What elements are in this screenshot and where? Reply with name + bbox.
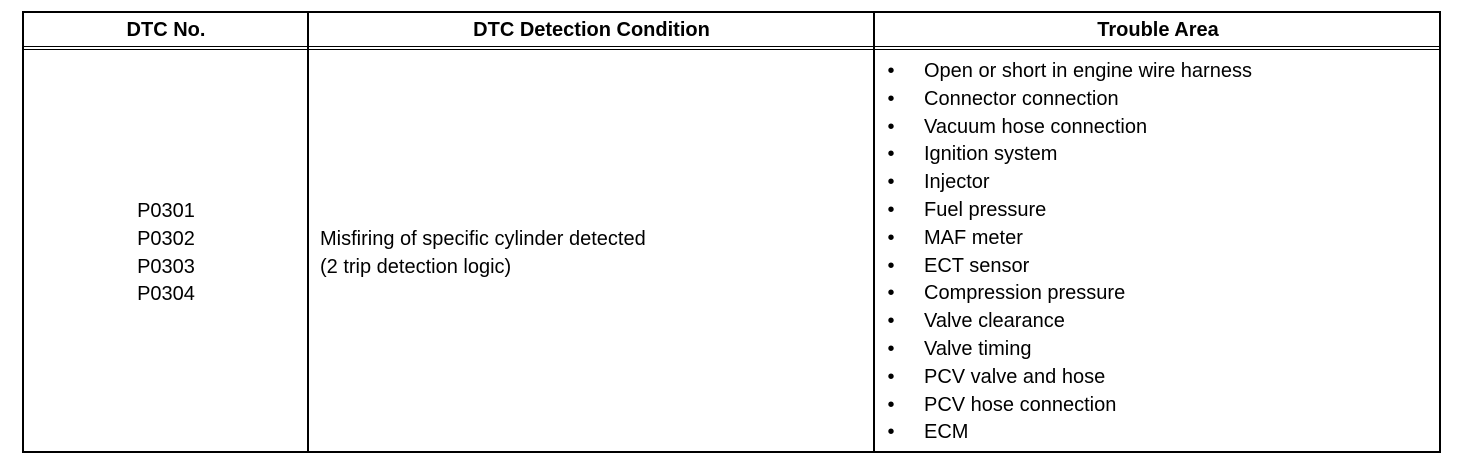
list-item [886, 225, 1252, 253]
list-item [886, 336, 1252, 364]
trouble-area-text: PCV valve and hose [924, 365, 1106, 388]
bullet-icon: • [887, 337, 895, 360]
dtc-code-cell [24, 198, 308, 309]
header-detection-condition: DTC Detection Condition [473, 19, 710, 41]
bullet-icon: • [887, 226, 895, 249]
bullet-icon: • [887, 310, 895, 333]
trouble-area-text: Injector [924, 171, 990, 194]
table-header-row [24, 13, 1439, 50]
trouble-area-text: MAF meter [924, 226, 1023, 249]
trouble-area-text: Compression pressure [924, 282, 1126, 305]
trouble-area-text: Valve timing [924, 337, 1032, 360]
list-item [886, 86, 1252, 114]
trouble-area-text: PCV hose connection [924, 393, 1117, 416]
bullet-icon: • [887, 365, 895, 388]
trouble-area-text: ECM [924, 421, 969, 444]
header-trouble-area: Trouble Area [1097, 19, 1219, 41]
detection-condition-line: Misfiring of specific cylinder detected [320, 228, 646, 250]
list-item [886, 308, 1252, 336]
bullet-icon: • [887, 87, 895, 110]
trouble-area-text: Connector connection [924, 87, 1119, 110]
bullet-icon: • [887, 282, 895, 305]
dtc-code: P0304 [137, 283, 195, 306]
trouble-area-text: Vacuum hose connection [924, 115, 1148, 138]
dtc-code: P0303 [137, 255, 195, 278]
trouble-area-text: Fuel pressure [924, 198, 1047, 221]
bullet-icon: • [887, 60, 895, 82]
list-item [886, 169, 1252, 197]
list-item [886, 141, 1252, 169]
trouble-area-text: Ignition system [924, 143, 1058, 166]
bullet-icon: • [887, 421, 895, 444]
list-item [886, 392, 1252, 420]
detection-condition-cell [320, 226, 646, 282]
bullet-icon: • [887, 254, 895, 277]
bullet-icon: • [887, 115, 895, 138]
list-item [886, 197, 1252, 225]
list-item [886, 253, 1252, 281]
bullet-icon: • [887, 143, 895, 166]
dtc-table [22, 11, 1441, 453]
list-item [886, 58, 1252, 86]
trouble-area-list [886, 58, 1252, 447]
trouble-area-text: Open or short in engine wire harness [924, 60, 1252, 82]
list-item [886, 280, 1252, 308]
dtc-code: P0301 [137, 200, 195, 222]
bullet-icon: • [887, 393, 895, 416]
trouble-area-text: ECT sensor [924, 254, 1030, 277]
header-dtc-no: DTC No. [126, 19, 206, 41]
bullet-icon: • [887, 171, 895, 194]
list-item [886, 114, 1252, 142]
list-item [886, 364, 1252, 392]
detection-condition-line: (2 trip detection logic) [320, 255, 512, 278]
trouble-area-text: Valve clearance [924, 310, 1065, 333]
bullet-icon: • [887, 198, 895, 221]
dtc-code: P0302 [137, 227, 195, 250]
list-item [886, 419, 1252, 447]
table-row [24, 50, 1439, 451]
